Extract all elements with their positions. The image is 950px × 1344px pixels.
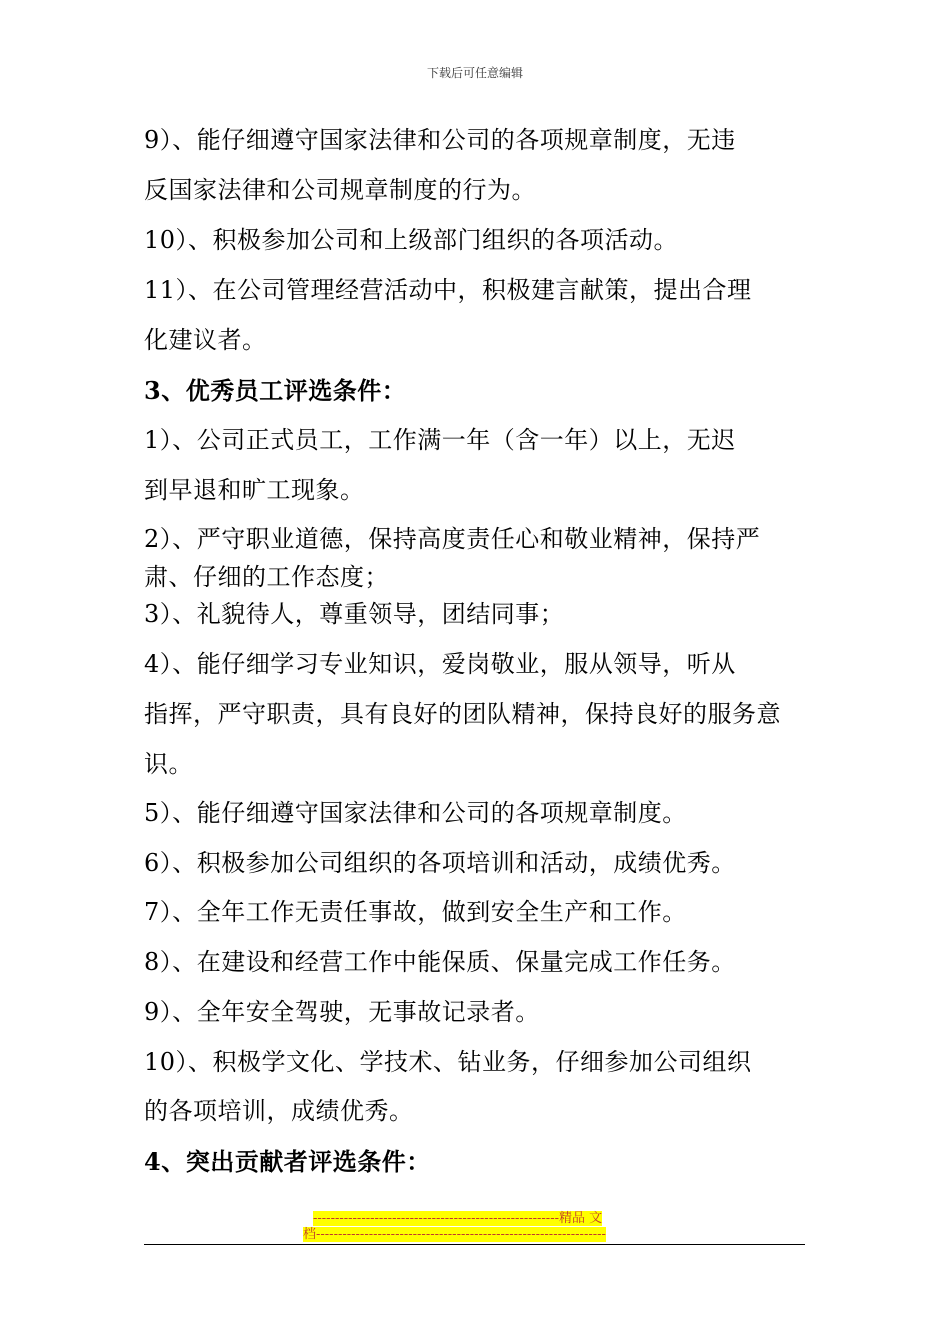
- body-line-3: 10）、积极参加公司和上级部门组织的各项活动。: [144, 226, 679, 254]
- body-line-7: 1）、公司正式员工，工作满一年（含一年）以上，无迟: [144, 426, 736, 454]
- section-heading-3: 3、优秀员工评选条件：: [144, 376, 407, 405]
- page-header: 下载后可任意编辑: [426, 66, 523, 80]
- body-line-20: 10）、积极学文化、学技术、钻业务，仔细参加公司组织: [144, 1048, 752, 1076]
- body-line-9: 2）、严守职业道德，保持高度责任心和敬业精神，保持严: [144, 525, 761, 553]
- section-heading-4: 4、突出贡献者评选条件：: [144, 1147, 431, 1176]
- body-line-10: 肃、仔细的工作态度；: [144, 563, 389, 591]
- body-line-11: 3）、礼貌待人，尊重领导，团结同事；: [144, 600, 565, 628]
- body-line-4: 11）、在公司管理经营活动中，积极建言献策，提出合理: [144, 276, 752, 304]
- body-line-17: 7）、全年工作无责任事故，做到安全生产和工作。: [144, 898, 687, 926]
- body-line-12: 4）、能仔细学习专业知识，爱岗敬业，服从领导，听从: [144, 650, 736, 678]
- body-line-1: 9）、能仔细遵守国家法律和公司的各项规章制度，无违: [144, 126, 736, 154]
- body-line-16: 6）、积极参加公司组织的各项培训和活动，成绩优秀。: [144, 849, 736, 877]
- footer-watermark-line-1: --------------------------------------------------------精品 文: [313, 1211, 603, 1226]
- footer-rule: [144, 1244, 805, 1245]
- body-line-21: 的各项培训，成绩优秀。: [144, 1097, 414, 1125]
- body-line-18: 8）、在建设和经营工作中能保质、保量完成工作任务。: [144, 948, 736, 976]
- body-line-19: 9）、全年安全驾驶，无事故记录者。: [144, 998, 540, 1026]
- body-line-2: 反国家法律和公司规章制度的行为。: [144, 176, 536, 204]
- body-line-8: 到早退和旷工现象。: [144, 476, 365, 504]
- body-line-13: 指挥，严守职责，具有良好的团队精神，保持良好的服务意: [144, 700, 781, 728]
- body-line-5: 化建议者。: [144, 326, 267, 354]
- body-line-14: 识。: [144, 750, 193, 778]
- body-line-15: 5）、能仔细遵守国家法律和公司的各项规章制度。: [144, 799, 687, 827]
- footer-watermark-line-2: 档------------------------------------------------------------------: [303, 1227, 606, 1242]
